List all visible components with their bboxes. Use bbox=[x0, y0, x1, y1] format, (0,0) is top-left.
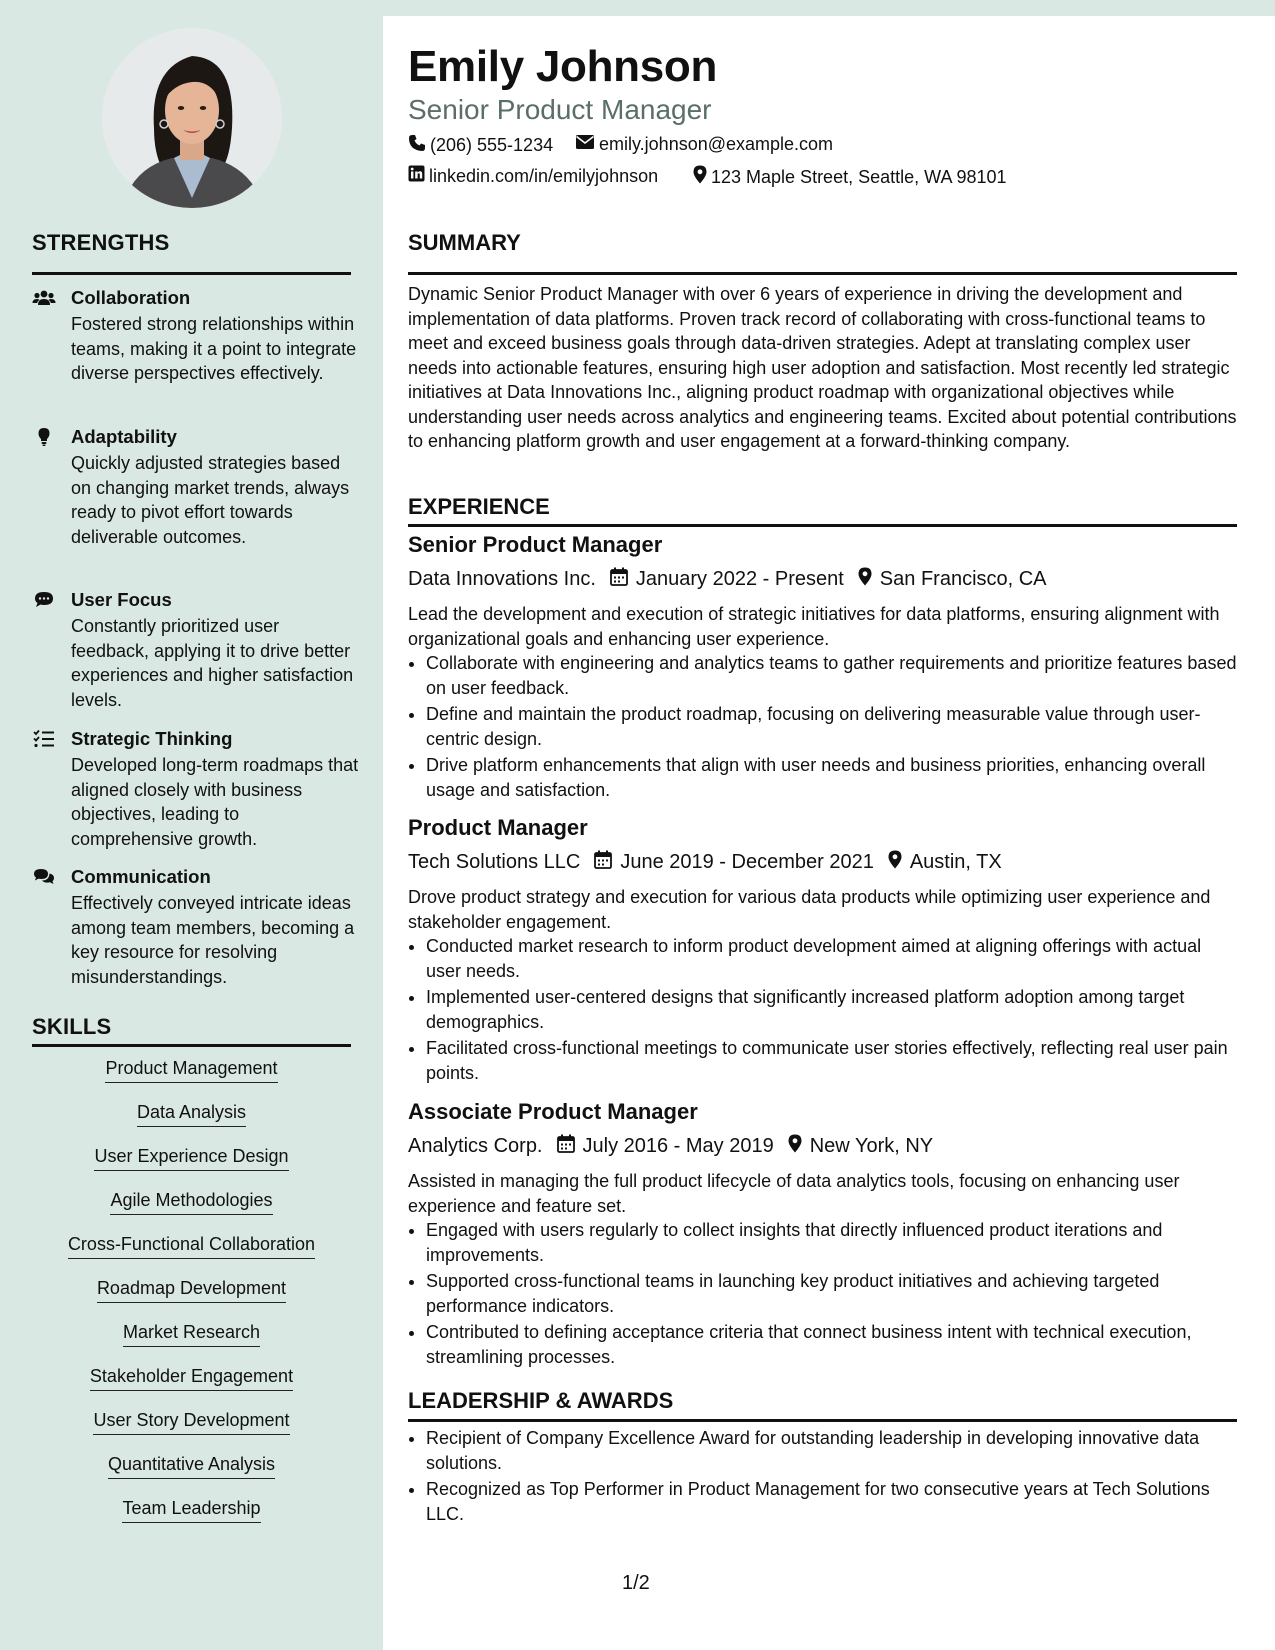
email-address[interactable]: emily.johnson@example.com bbox=[599, 134, 834, 154]
bullet-item: • Implemented user-centered designs that significantly increased platform adoption among target demographics. bbox=[426, 985, 1237, 1034]
job-meta bbox=[408, 562, 1237, 596]
email-contact[interactable] bbox=[575, 134, 833, 155]
strength-description: Fostered strong relationships within teams, making it a point to integrate diverse perspectives effectively. bbox=[71, 314, 357, 383]
comments-icon bbox=[32, 867, 56, 889]
awards-heading: LEADERSHIP & AWARDS bbox=[408, 1388, 674, 1413]
job-meta bbox=[408, 845, 1237, 879]
skill-tag: Market Research bbox=[123, 1322, 260, 1347]
company-name: Analytics Corp. bbox=[408, 1134, 543, 1157]
map-pin-icon bbox=[888, 850, 902, 875]
bullet-item: • Supported cross-functional teams in launching key product initiatives and achieving targeted performance indicators. bbox=[426, 1269, 1237, 1318]
strength-title: Collaboration bbox=[71, 287, 191, 308]
bullet-item: • Conducted market research to inform product development aimed at aligning offerings with actual user needs. bbox=[426, 934, 1237, 983]
skill-tag: Agile Methodologies bbox=[110, 1190, 272, 1215]
skill-tag: User Experience Design bbox=[94, 1146, 288, 1171]
strength-description: Developed long-term roadmaps that aligned closely with business objectives, leading to comprehensive growth. bbox=[71, 755, 359, 849]
calendar-icon bbox=[557, 1134, 575, 1159]
award-item: • Recognized as Top Performer in Product Management for two consecutive years at Tech Solutions LLC. bbox=[426, 1477, 1237, 1526]
bullet-item: • Engaged with users regularly to collect insights that directly influenced product iterations and improvements. bbox=[426, 1218, 1237, 1267]
linkedin-icon bbox=[408, 165, 425, 187]
envelope-icon bbox=[575, 134, 595, 155]
skill-tag: Team Leadership bbox=[122, 1498, 260, 1523]
main-content bbox=[383, 16, 1275, 1650]
skill-tag: Quantitative Analysis bbox=[108, 1454, 275, 1479]
map-pin-icon bbox=[693, 165, 707, 189]
strengths-divider bbox=[32, 272, 351, 275]
experience-divider bbox=[408, 524, 1237, 527]
phone-number: (206) 555-1234 bbox=[430, 135, 554, 155]
bullet-item: • Define and maintain the product roadmap, focusing on delivering measurable value through user-centric design. bbox=[426, 702, 1237, 751]
summary-text: Dynamic Senior Product Manager with over 6 years of experience in driving the development and implementation of data platforms. Proven track record of collaborating with cross-functional teams to meet and exceed business goals through data-driven strategies. Adept at translating complex user needs into actionable features, ensuring high user adoption and satisfaction. Most recently led strategic initiatives at Data Innovations Inc., aligning product roadmap with organizational objectives while understanding user needs across analytics and engineering teams. Excited about potential contributions to enhancing platform growth and user engagement at a forward-thinking company. bbox=[408, 284, 1237, 451]
job-title: Senior Product Manager bbox=[408, 532, 663, 557]
bullet-item: • Collaborate with engineering and analytics teams to gather requirements and prioritize features based on user feedback. bbox=[426, 651, 1237, 700]
job-entry bbox=[408, 815, 1237, 1087]
strength-title: Strategic Thinking bbox=[71, 728, 233, 749]
map-pin-icon bbox=[858, 567, 872, 592]
candidate-title: Senior Product Manager bbox=[408, 94, 712, 125]
page-number: 1/2 bbox=[622, 1572, 650, 1594]
calendar-icon bbox=[610, 567, 628, 592]
job-location: New York, NY bbox=[809, 1134, 934, 1157]
skill-tag: User Story Development bbox=[93, 1410, 289, 1435]
job-meta bbox=[408, 1129, 1237, 1163]
summary-divider bbox=[408, 272, 1237, 275]
list-check-icon bbox=[32, 729, 56, 751]
candidate-name: Emily Johnson bbox=[408, 42, 718, 91]
company-name: Tech Solutions LLC bbox=[408, 850, 581, 873]
map-pin-icon bbox=[788, 1134, 802, 1159]
awards-divider bbox=[408, 1419, 1237, 1422]
job-dates: June 2019 - December 2021 bbox=[620, 850, 874, 873]
skill-tag: Data Analysis bbox=[137, 1102, 246, 1127]
job-location: San Francisco, CA bbox=[879, 567, 1047, 590]
strength-title: User Focus bbox=[71, 589, 172, 610]
strength-description: Constantly prioritized user feedback, applying it to drive better experiences and higher satisfaction levels. bbox=[71, 616, 354, 710]
calendar-icon bbox=[594, 850, 612, 875]
profile-photo bbox=[102, 28, 282, 208]
address-contact bbox=[693, 165, 1007, 189]
bullet-item: • Facilitated cross-functional meetings to communicate user stories effectively, reflecting real user pain points. bbox=[426, 1036, 1237, 1085]
job-summary: Assisted in managing the full product lifecycle of data analytics tools, focusing on enhancing user experience and feature set. bbox=[408, 1171, 1180, 1216]
job-entry bbox=[408, 1099, 1237, 1371]
skills-list bbox=[32, 1058, 351, 1542]
users-icon bbox=[32, 288, 56, 310]
job-location: Austin, TX bbox=[909, 850, 1002, 873]
linkedin-url[interactable]: linkedin.com/in/emilyjohnson bbox=[429, 165, 659, 186]
sidebar bbox=[0, 0, 383, 1650]
awards-list bbox=[408, 1426, 1237, 1528]
job-entry bbox=[408, 532, 1237, 804]
lightbulb-icon bbox=[32, 427, 56, 449]
phone-icon bbox=[408, 134, 426, 157]
job-bullets bbox=[408, 651, 1237, 802]
strength-title: Adaptability bbox=[71, 426, 177, 447]
experience-heading: EXPERIENCE bbox=[408, 494, 550, 519]
strength-description: Effectively conveyed intricate ideas among team members, becoming a key resource for resolving misunderstandings. bbox=[71, 893, 355, 987]
job-title: Associate Product Manager bbox=[408, 1099, 698, 1124]
job-summary: Lead the development and execution of strategic initiatives for data platforms, ensuring alignment with organizational goals and enhancing user experience. bbox=[408, 604, 1220, 649]
street-address: 123 Maple Street, Seattle, WA 98101 bbox=[711, 166, 1007, 187]
award-item: • Recipient of Company Excellence Award for outstanding leadership in developing innovative data solutions. bbox=[426, 1426, 1237, 1475]
strengths-heading: STRENGTHS bbox=[32, 230, 170, 255]
strength-description: Quickly adjusted strategies based on changing market trends, always ready to pivot effort towards deliverable outcomes. bbox=[71, 453, 350, 547]
skill-tag: Roadmap Development bbox=[97, 1278, 286, 1303]
skill-tag: Product Management bbox=[105, 1058, 277, 1083]
skills-divider bbox=[32, 1044, 351, 1047]
summary-heading: SUMMARY bbox=[408, 230, 521, 255]
job-summary: Drove product strategy and execution for various data products while optimizing user experience and stakeholder engagement. bbox=[408, 887, 1211, 932]
linkedin-contact[interactable] bbox=[408, 165, 658, 187]
strength-title: Communication bbox=[71, 866, 211, 887]
company-name: Data Innovations Inc. bbox=[408, 567, 596, 590]
job-dates: July 2016 - May 2019 bbox=[582, 1134, 774, 1157]
job-bullets bbox=[408, 934, 1237, 1085]
bullet-item: • Contributed to defining acceptance criteria that connect business intent with technical execution, streamlining processes. bbox=[426, 1320, 1237, 1369]
job-bullets bbox=[408, 1218, 1237, 1369]
bullet-item: • Drive platform enhancements that align with user needs and business priorities, enhancing overall usage and satisfaction. bbox=[426, 753, 1237, 802]
job-title: Product Manager bbox=[408, 815, 588, 840]
comment-icon bbox=[32, 590, 56, 612]
job-dates: January 2022 - Present bbox=[635, 567, 844, 590]
phone-contact bbox=[408, 134, 553, 157]
skill-tag: Cross-Functional Collaboration bbox=[68, 1234, 315, 1259]
skill-tag: Stakeholder Engagement bbox=[90, 1366, 293, 1391]
skills-heading: SKILLS bbox=[32, 1014, 112, 1039]
